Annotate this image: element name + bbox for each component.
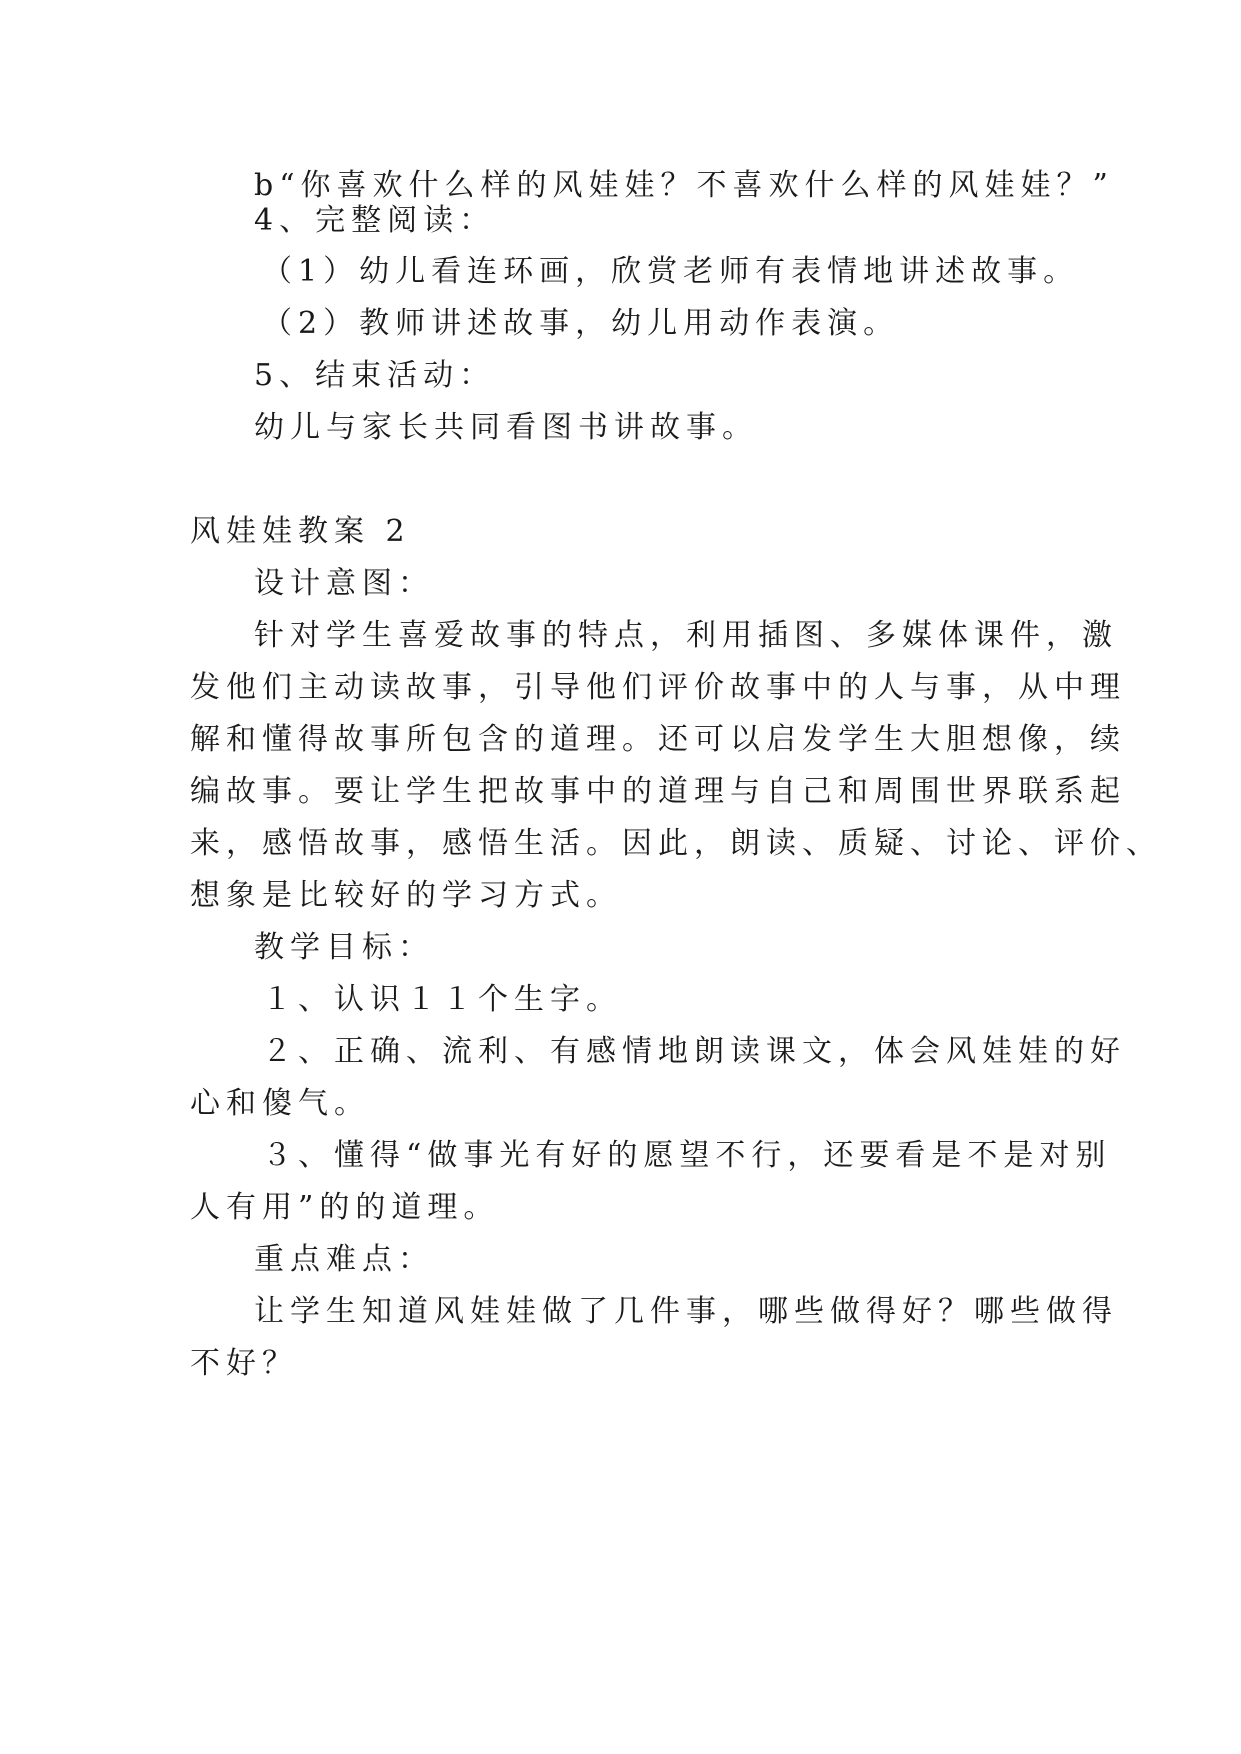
paragraph-line: 编故事。要让学生把故事中的道理与自己和周围世界联系起 <box>190 774 1126 809</box>
step-4-item-2: （2）教师讲述故事，幼儿用动作表演。 <box>262 306 900 341</box>
paragraph-line: 来，感悟故事，感悟生活。因此，朗读、质疑、讨论、评价、 <box>190 826 1162 861</box>
step-4-heading: 4、完整阅读： <box>254 203 496 238</box>
paragraph-line: 针对学生喜爱故事的特点，利用插图、多媒体课件，激 <box>254 618 1118 653</box>
key-points-text-continued: 不好？ <box>190 1346 298 1381</box>
objective-item: ２、正确、流利、有感情地朗读课文，体会风娃娃的好 <box>262 1034 1126 1069</box>
step-4-item-1: （1）幼儿看连环画，欣赏老师有表情地讲述故事。 <box>262 254 1080 289</box>
objective-item: １、认识１１个生字。 <box>262 982 622 1017</box>
paragraph-line: 解和懂得故事所包含的道理。还可以启发学生大胆想像，续 <box>190 722 1126 757</box>
section-title: 风娃娃教案 2 <box>190 514 411 549</box>
paragraph-line: 发他们主动读故事，引导他们评价故事中的人与事，从中理 <box>190 670 1126 705</box>
objective-item: ３、懂得“做事光有好的愿望不行，还要看是不是对别 <box>262 1138 1112 1173</box>
design-intent-heading: 设计意图： <box>254 566 434 601</box>
question-line: b“你喜欢什么样的风娃娃？不喜欢什么样的风娃娃？” <box>254 168 1114 203</box>
objective-item-continued: 人有用”的的道理。 <box>190 1190 500 1225</box>
objectives-heading: 教学目标： <box>254 930 434 965</box>
key-points-heading: 重点难点： <box>254 1242 434 1277</box>
objective-item-continued: 心和傻气。 <box>190 1086 370 1121</box>
step-5-text: 幼儿与家长共同看图书讲故事。 <box>254 410 758 445</box>
step-5-heading: 5、结束活动： <box>254 358 496 393</box>
paragraph-line: 想象是比较好的学习方式。 <box>190 878 622 913</box>
key-points-text: 让学生知道风娃娃做了几件事，哪些做得好？哪些做得 <box>254 1294 1118 1329</box>
